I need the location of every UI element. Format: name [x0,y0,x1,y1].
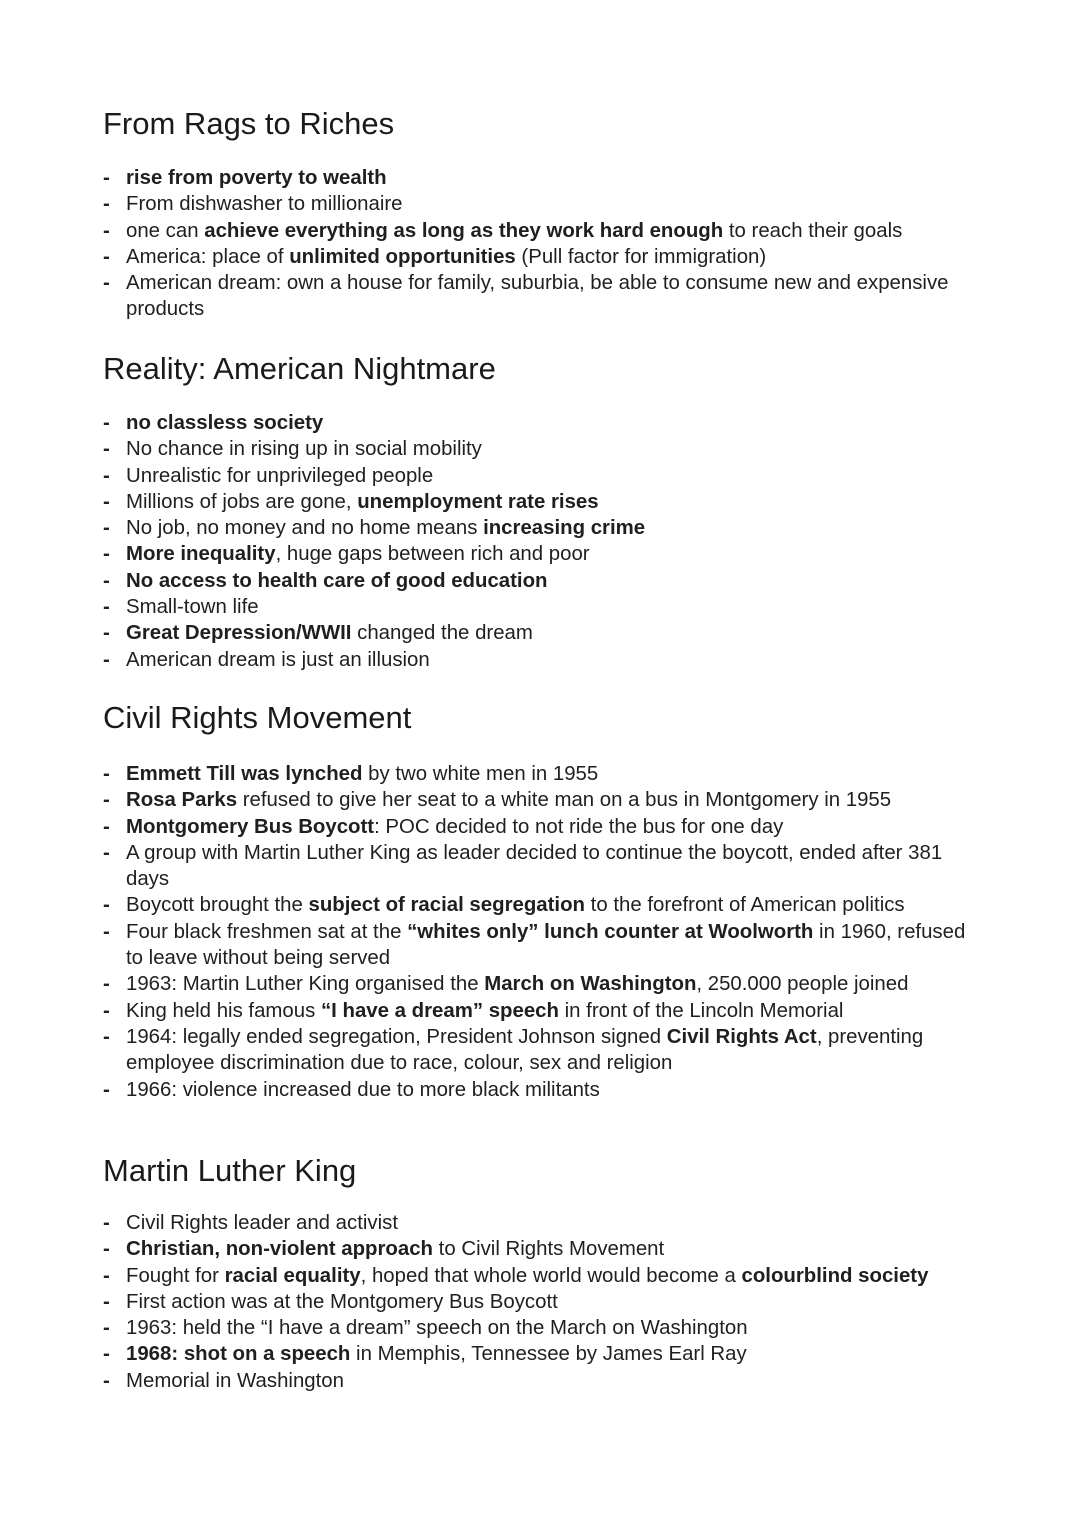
text: , hoped that whole world would become a [360,1264,742,1287]
text: From dishwasher to millionaire [126,193,403,216]
text: 1963: Martin Luther King organised the [126,973,485,996]
text: refused to give her seat to a white man on a bus in Montgomery in 1955 [237,789,892,812]
list-item [103,1236,983,1262]
bold-text: “whites only” lunch counter at Woolworth [407,920,814,943]
list-item [103,410,983,436]
list-item [103,436,983,462]
bold-text: subject of racial segregation [308,894,586,917]
text: in Memphis, Tennessee by James Earl Ray [350,1343,747,1366]
list-item [103,1368,983,1394]
bold-text: Montgomery Bus Boycott [126,815,375,838]
list-item [103,244,983,270]
bold-text: unlimited opportunities [289,245,516,268]
text: to Civil Rights Movement [433,1238,665,1261]
text: in front of the Lincoln Memorial [558,999,844,1022]
bullet-list [103,1210,983,1394]
text: (Pull factor for immigration) [515,245,767,268]
section-american-nightmare [103,351,993,671]
list-item [103,489,983,515]
bold-text: racial equality [224,1264,361,1287]
bold-text: Emmett Till was lynched [126,763,363,785]
bold-text: unemployment rate rises [357,490,599,513]
text: Fought for [126,1264,225,1287]
text: to reach their goals [723,219,903,242]
bold-text: Christian, non-violent approach [126,1238,434,1261]
text: Four black freshmen sat at the [126,920,408,943]
text: 1966: violence increased due to more black militants [126,1078,600,1101]
text: changed the dream [351,622,533,645]
text: Millions of jobs are gone, [126,490,358,513]
bold-text: increasing crime [483,517,646,540]
list-item [103,1341,983,1367]
list-item [103,1024,983,1077]
bold-text: 1968: shot on a speech [126,1343,351,1366]
bold-text: achieve everything as long as they work hard enough [204,219,724,242]
bold-text: rise from poverty to wealth [126,167,387,189]
list-item [103,892,983,918]
bullet-list [103,165,983,323]
text: Small-town life [126,596,259,619]
list-item [103,620,983,646]
bold-text: “I have a dream” speech [320,999,559,1022]
text: in 1960, refused to leave without being served [126,920,966,970]
bold-text: no classless society [126,412,324,434]
bold-text: No access to health care of good education [126,569,548,592]
bold-text: March on Washington [484,973,697,996]
list-item [103,1289,983,1315]
text: Civil Rights leader and activist [126,1212,398,1234]
list-item [103,191,983,217]
text: by two white men in 1955 [362,763,599,785]
text: , huge gaps between rich and poor [275,543,590,566]
list-item [103,1210,983,1236]
text: Memorial in Washington [126,1369,344,1392]
list-item [103,971,983,997]
text: No job, no money and no home means [126,517,484,540]
list-item [103,515,983,541]
section-civil-rights-movement [103,700,993,1101]
section-martin-luther-king [103,1153,993,1392]
list-item [103,270,983,323]
section-title: From Rags to Riches [103,106,395,141]
text: Boycott brought the [126,894,309,917]
text: American dream: own a house for family, suburbia, be able to consume new and expensive products [126,272,949,321]
list-item [103,1315,983,1341]
section-title: Reality: American Nightmare [103,351,496,386]
list-item [103,541,983,567]
text: American dream is just an illusion [126,648,430,671]
text: , 250.000 people joined [696,973,909,996]
list-item [103,998,983,1024]
list-item [103,165,983,191]
list-item [103,1263,983,1289]
list-item [103,1077,983,1103]
bullet-list [103,761,983,1103]
list-item [103,647,983,673]
list-item [103,787,983,813]
bold-text: Civil Rights Act [666,1025,817,1048]
text: , preventing employee discrimination due to race, colour, sex and religion [126,1025,924,1075]
list-item [103,218,983,244]
list-item [103,919,983,972]
section-title: Civil Rights Movement [103,700,412,735]
section-title: Martin Luther King [103,1153,357,1188]
bullet-list [103,410,983,673]
list-item [103,814,983,840]
text: one can [126,219,205,242]
bold-text: colourblind society [741,1264,929,1287]
text: A group with Martin Luther King as leader decided to continue the boycott, ended after 381 days [126,841,943,891]
text: : POC decided to not ride the bus for one day [374,815,784,838]
text: First action was at the Montgomery Bus Boycott [126,1290,558,1313]
text: 1963: held the “I have a dream” speech on the March on Washington [126,1317,748,1340]
text: to the forefront of American politics [585,894,905,917]
text: 1964: legally ended segregation, President Johnson signed [126,1025,667,1048]
text: King held his famous [126,999,321,1022]
bold-text: More inequality [126,543,276,566]
text: America: place of [126,245,290,268]
list-item [103,840,983,893]
bold-text: Rosa Parks [126,789,238,812]
list-item [103,761,983,787]
list-item [103,594,983,620]
text: No chance in rising up in social mobility [126,438,482,461]
section-rags-to-riches [103,106,993,321]
text: Unrealistic for unprivileged people [126,464,434,487]
list-item [103,463,983,489]
list-item [103,568,983,594]
bold-text: Great Depression/WWII [126,622,352,645]
